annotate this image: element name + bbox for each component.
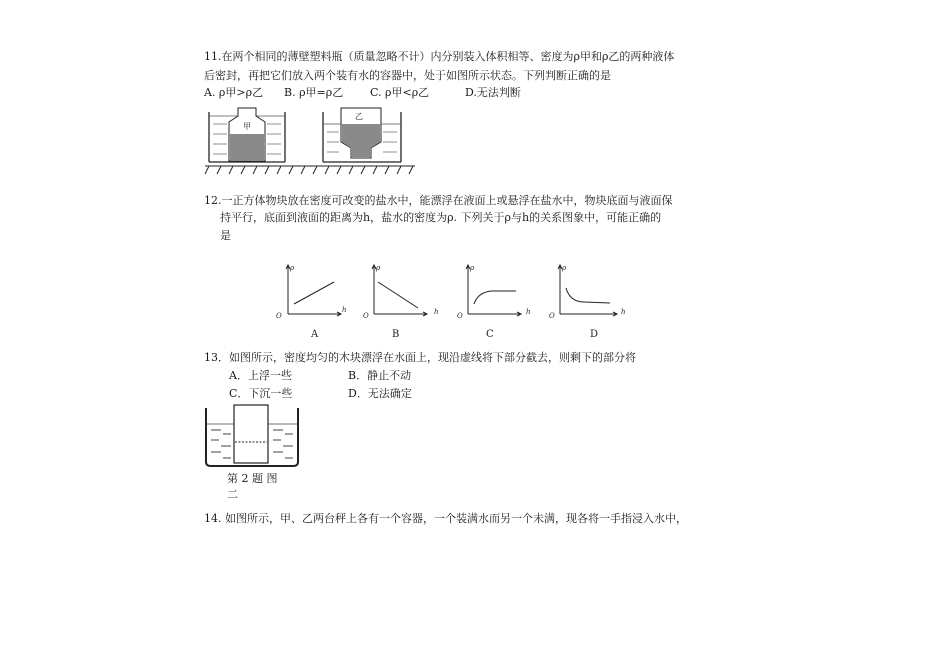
q12-c-h: h <box>526 308 531 316</box>
q11-option-b: B. ρ甲=ρ乙 <box>284 86 344 99</box>
q13-option-a: A．上浮一些 <box>229 369 292 382</box>
q12-label-d: D <box>590 329 599 340</box>
q12-b-h: h <box>434 308 439 316</box>
q12-d-h: h <box>621 308 626 316</box>
q11-label-yi: 乙 <box>355 112 363 121</box>
q12-label-a: A <box>311 329 319 340</box>
q12-label-c: C <box>486 329 494 340</box>
q12-b-origin: O <box>363 312 369 320</box>
q13-option-b: B．静止不动 <box>348 369 412 382</box>
q11-option-c: C. ρ甲<ρ乙 <box>370 86 430 99</box>
q12-graph-d <box>548 262 628 322</box>
q13-stem: 13．如图所示，密度均匀的木块漂浮在水面上，现沿虚线将下部分截去，则剩下的部分将 <box>204 351 636 364</box>
q11-container-yi <box>323 108 401 162</box>
q12-graph-b <box>362 262 437 322</box>
q11-option-a: A. ρ甲>ρ乙 <box>204 86 264 99</box>
q13-option-d: D．无法确定 <box>348 387 412 400</box>
q12-d-origin: O <box>549 312 555 320</box>
q13-option-c: C．下沉一些 <box>229 387 293 400</box>
q12-b-rho: ρ <box>376 264 381 272</box>
q11-figure <box>205 104 415 178</box>
q11-label-jia: 甲 <box>243 122 251 131</box>
q12-graph-a <box>276 262 346 322</box>
q13-caption-line-1: 第 2 题 图 <box>227 472 278 485</box>
q12-a-h: h <box>342 306 347 314</box>
q11-option-d: D.无法判断 <box>465 86 521 99</box>
q12-graph-c <box>456 262 531 322</box>
q11-container-jia <box>209 108 285 162</box>
q12-label-b: B <box>392 329 400 340</box>
q12-d-rho: ρ <box>562 264 567 272</box>
q12-a-origin: O <box>276 312 282 320</box>
q12-c-rho: ρ <box>470 264 475 272</box>
q12-line-1: 12.一正方体物块放在密度可改变的盐水中，能漂浮在液面上或悬浮在盐水中，物块底面与液面保 <box>204 194 673 207</box>
q11-line-2: 后密封，再把它们放入两个装有水的容器中，处于如图所示状态。下列判断正确的是 <box>204 69 611 82</box>
q12-c-origin: O <box>457 312 463 320</box>
q13-figure <box>205 404 301 470</box>
q13-caption-line-2: 二 <box>227 488 238 501</box>
q12-a-rho: ρ <box>290 264 295 272</box>
q12-line-2: 持平行，底面到液面的距离为h，盐水的密度为ρ. 下列关于ρ与h的关系图象中，可能正确的 <box>220 211 662 224</box>
q12-line-3: 是 <box>220 229 231 242</box>
q14-stem: 14. 如图所示，甲、乙两台秤上各有一个容器，一个装满水而另一个未满，现各将一手指浸入水中， <box>204 512 687 525</box>
q11-line-1: 11.在两个相同的薄壁塑料瓶（质量忽略不计）内分别装入体积相等、密度为ρ甲和ρ乙的两种液体 <box>204 50 675 63</box>
